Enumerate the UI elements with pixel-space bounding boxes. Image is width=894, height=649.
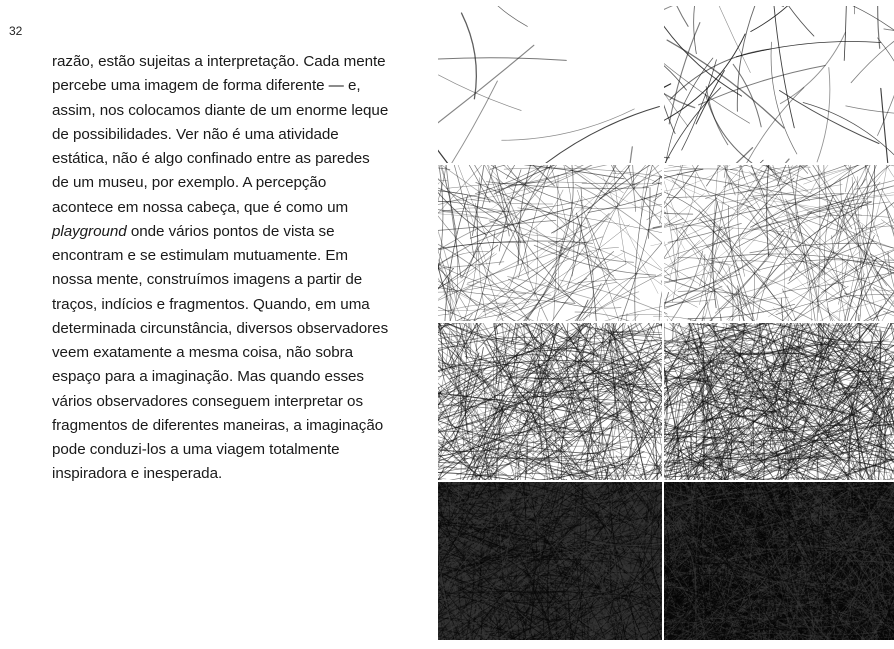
text-line	[52, 220, 414, 244]
text-line: veem exatamente a mesma coisa, não sobra	[52, 344, 354, 361]
text-line: estática, não é algo confinado entre as paredes	[52, 150, 370, 167]
text-line: fragmentos de diferentes maneiras, a imaginação	[52, 416, 384, 434]
text-line: de possibilidades. Ver não é uma atividade	[52, 125, 339, 143]
text-line: encontram e se estimulam mutuamente. Em	[52, 247, 349, 264]
body-paragraph	[52, 50, 414, 487]
text-line: inspiradora e inesperada.	[52, 465, 223, 483]
line-drawing-grid	[438, 0, 894, 649]
text-line: de um museu, por exemplo. A percepção	[52, 174, 327, 192]
text-line: traços, indícios e fragmentos. Quando, em uma	[52, 295, 370, 313]
text-line: vários observadores conseguem interpretar os	[52, 392, 363, 410]
text-line: assim, nos colocamos diante de um enorme leque	[52, 101, 389, 119]
italic-term: playground	[52, 222, 127, 240]
page-number: 32	[9, 24, 23, 38]
artwork-panel	[438, 0, 659, 290]
text-line: acontece em nossa cabeça, que é como um	[52, 198, 349, 216]
text-line: nossa mente, construímos imagens a partir de	[52, 271, 363, 289]
text-line: espaço para a imaginação. Mas quando esses	[52, 368, 364, 386]
text-line: razão, estão sujeitas a interpretação. Cada mente	[52, 53, 386, 70]
line-drawing-svg	[438, 0, 894, 649]
text-line-rest: onde vários pontos de vista se	[126, 222, 335, 240]
text-line: percebe uma imagem de forma diferente — e,	[52, 77, 361, 95]
text-line: pode conduzi-los a uma viagem totalmente	[52, 441, 340, 458]
text-line: determinada circunstância, diversos observadores	[52, 319, 389, 337]
